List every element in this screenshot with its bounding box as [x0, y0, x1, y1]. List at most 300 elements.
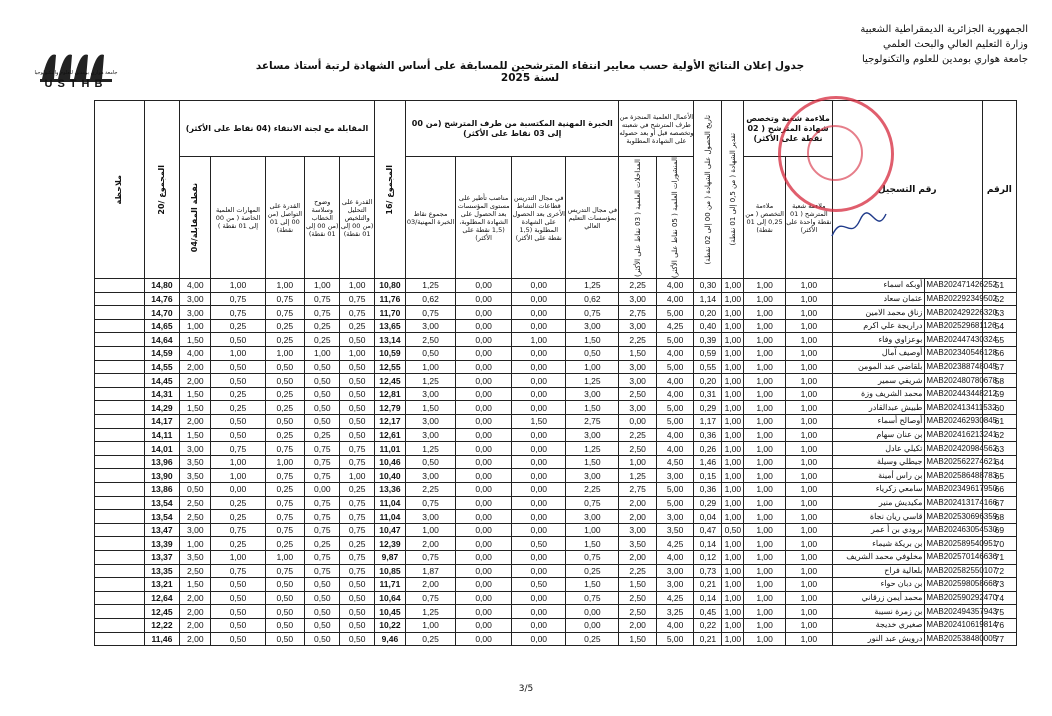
publications-score: 5,00 [656, 360, 693, 374]
int-analysis-score: 0,50 [340, 428, 374, 442]
col-fit-branch: ملاءمة شعبة المترشح ( 01 نقطة واحدة على الأكثر) [785, 157, 832, 279]
note-cell [94, 469, 144, 483]
grade-score: 1,00 [722, 618, 744, 632]
communications-score: 2,75 [619, 306, 656, 320]
total-score: 14,65 [144, 319, 179, 333]
registration-number: MAB202562274621 [925, 455, 982, 469]
subtotal-score: 12,45 [374, 374, 405, 388]
int-skills-score: 0,50 [211, 360, 265, 374]
int-total-score: 2,00 [180, 605, 211, 619]
publications-score: 5,00 [656, 306, 693, 320]
int-communication-score: 0,75 [265, 469, 305, 483]
date-score: 0,20 [694, 306, 722, 320]
candidate-name: صغيري خديجة [832, 618, 925, 632]
int-communication-score: 0,75 [265, 564, 305, 578]
total-score: 14,11 [144, 428, 179, 442]
int-clarity-score: 0,75 [305, 455, 340, 469]
note-cell [94, 442, 144, 456]
date-score: 0,21 [694, 578, 722, 592]
int-skills-score: 0,50 [211, 632, 265, 646]
row-number: 51 [982, 279, 1016, 293]
date-score: 0,30 [694, 279, 722, 293]
fit-specialty-score: 1,00 [744, 279, 786, 293]
exp-positions-score: 0,00 [456, 374, 512, 388]
fit-branch-score: 1,00 [785, 578, 832, 592]
communications-score: 2,00 [619, 496, 656, 510]
total-score: 13,54 [144, 496, 179, 510]
subtotal-score: 13,14 [374, 333, 405, 347]
grade-score: 1,00 [722, 428, 744, 442]
subtotal-score: 11,04 [374, 496, 405, 510]
exp-total-score: 0,25 [406, 632, 456, 646]
exp-higher-score: 0,25 [566, 564, 619, 578]
int-analysis-score: 0,75 [340, 510, 374, 524]
date-score: 1,17 [694, 415, 722, 429]
fit-specialty-score: 1,00 [744, 319, 786, 333]
fit-specialty-score: 1,00 [744, 360, 786, 374]
fit-specialty-score: 1,00 [744, 591, 786, 605]
exp-sectors-score: 0,00 [512, 401, 566, 415]
registration-number: MAB202292349502 [925, 292, 982, 306]
total-score: 14,17 [144, 415, 179, 429]
int-analysis-score: 1,00 [340, 347, 374, 361]
int-clarity-score: 0,75 [305, 510, 340, 524]
note-cell [94, 347, 144, 361]
int-communication-score: 0,50 [265, 415, 305, 429]
registration-number: MAB202410619814 [925, 618, 982, 632]
int-skills-score: 1,00 [211, 550, 265, 564]
fit-branch-score: 1,00 [785, 483, 832, 497]
communications-score: 0,00 [619, 415, 656, 429]
exp-higher-score: 3,00 [566, 469, 619, 483]
subtotal-score: 11,71 [374, 578, 405, 592]
communications-score: 3,00 [619, 360, 656, 374]
int-analysis-score: 0,75 [340, 496, 374, 510]
col-exp-total: مجموع نقاط الخبرة المهنية/03 [406, 157, 456, 279]
int-total-score: 1,50 [180, 578, 211, 592]
date-score: 0,14 [694, 591, 722, 605]
candidate-name: أوبكه اسماء [832, 279, 925, 293]
row-number: 72 [982, 564, 1016, 578]
fit-specialty-score: 1,00 [744, 387, 786, 401]
table-row [40, 523, 1017, 537]
subtotal-score: 11,70 [374, 306, 405, 320]
row-number: 53 [982, 306, 1016, 320]
exp-higher-score: 1,25 [566, 279, 619, 293]
publications-score: 4,00 [656, 387, 693, 401]
exp-sectors-score: 0,00 [512, 550, 566, 564]
int-clarity-score: 0,75 [305, 564, 340, 578]
table-row [40, 415, 1017, 429]
row-number: 67 [982, 496, 1016, 510]
exp-sectors-score: 0,00 [512, 469, 566, 483]
publications-score: 5,00 [656, 415, 693, 429]
exp-total-score: 1,50 [406, 401, 456, 415]
grade-score: 1,00 [722, 292, 744, 306]
total-score: 11,46 [144, 632, 179, 646]
int-analysis-score: 0,50 [340, 591, 374, 605]
exp-higher-score: 1,25 [566, 374, 619, 388]
fit-specialty-score: 1,00 [744, 415, 786, 429]
exp-higher-score: 3,00 [566, 428, 619, 442]
row-number: 74 [982, 591, 1016, 605]
registration-number: MAB202582550107 [925, 564, 982, 578]
total-score: 13,35 [144, 564, 179, 578]
subtotal-score: 10,47 [374, 523, 405, 537]
col-grade-label: تقدير الشهادة ( من 0,5 إلى 01 نقطة) [728, 133, 737, 246]
col-date [694, 101, 722, 279]
int-analysis-score: 0,75 [340, 550, 374, 564]
exp-higher-score: 1,50 [566, 578, 619, 592]
note-cell [94, 523, 144, 537]
page-title: جدول إعلان النتائج الأولية حسب معايير انتقاء المترشحين للمسابقة على أساس الشهادة لرتبة أستاذ مساعد لسنة 2025 [255, 60, 805, 84]
int-communication-score: 0,75 [265, 306, 305, 320]
candidate-name: بوعزاوي وفاء [832, 333, 925, 347]
int-total-score: 3,00 [180, 523, 211, 537]
fit-specialty-score: 1,00 [744, 483, 786, 497]
int-analysis-score: 0,50 [340, 401, 374, 415]
total-score: 14,45 [144, 374, 179, 388]
fit-specialty-score: 1,00 [744, 605, 786, 619]
exp-sectors-score: 0,00 [512, 496, 566, 510]
exp-positions-score: 0,00 [456, 333, 512, 347]
date-score: 0,47 [694, 523, 722, 537]
communications-score: 2,50 [619, 591, 656, 605]
header-ministry: وزارة التعليم العالي والبحث العلمي [883, 39, 1028, 50]
int-clarity-score: 0,75 [305, 469, 340, 483]
exp-higher-score: 1,25 [566, 442, 619, 456]
exp-higher-score: 0,00 [566, 618, 619, 632]
publications-score: 4,00 [656, 442, 693, 456]
subtotal-score: 11,01 [374, 442, 405, 456]
date-score: 0,29 [694, 496, 722, 510]
int-skills-score: 0,75 [211, 292, 265, 306]
grade-score: 1,00 [722, 591, 744, 605]
exp-positions-score: 0,00 [456, 428, 512, 442]
subtotal-score: 10,80 [374, 279, 405, 293]
fit-branch-score: 1,00 [785, 401, 832, 415]
date-score: 0,55 [694, 360, 722, 374]
publications-score: 5,00 [656, 333, 693, 347]
int-analysis-score: 0,50 [340, 387, 374, 401]
date-score: 0,15 [694, 469, 722, 483]
int-clarity-score: 0,25 [305, 537, 340, 551]
int-analysis-score: 1,00 [340, 279, 374, 293]
candidate-name: بن دبان حواء [832, 578, 925, 592]
exp-positions-score: 0,00 [456, 591, 512, 605]
exp-total-score: 1,25 [406, 605, 456, 619]
int-skills-score: 0,75 [211, 306, 265, 320]
col-exp-sectors: في مجال التدريس قطاعات النشاط الأخرى بعد الحصول على الشهادة المطلوبة (1,5 نقطة على الأكثر) [512, 157, 566, 279]
table-row [40, 428, 1017, 442]
exp-positions-score: 0,00 [456, 496, 512, 510]
registration-number: MAB202471426252 [925, 279, 982, 293]
communications-score: 2,25 [619, 279, 656, 293]
int-communication-score: 1,00 [265, 550, 305, 564]
fit-branch-score: 1,00 [785, 564, 832, 578]
total-score: 14,29 [144, 401, 179, 415]
exp-total-score: 3,00 [406, 387, 456, 401]
publications-score: 4,00 [656, 550, 693, 564]
communications-score: 2,75 [619, 483, 656, 497]
row-number: 66 [982, 483, 1016, 497]
date-score: 1,46 [694, 455, 722, 469]
exp-sectors-score: 0,00 [512, 428, 566, 442]
exp-higher-score: 0,00 [566, 605, 619, 619]
subtotal-score: 12,61 [374, 428, 405, 442]
publications-score: 5,00 [656, 483, 693, 497]
total-score: 13,86 [144, 483, 179, 497]
subtotal-score: 10,46 [374, 455, 405, 469]
table-row [40, 605, 1017, 619]
note-cell [94, 496, 144, 510]
exp-positions-score: 0,00 [456, 347, 512, 361]
registration-number: MAB202388748045 [925, 360, 982, 374]
int-communication-score: 0,25 [265, 319, 305, 333]
subtotal-score: 10,85 [374, 564, 405, 578]
int-skills-score: 0,50 [211, 374, 265, 388]
row-number: 54 [982, 319, 1016, 333]
row-number: 68 [982, 510, 1016, 524]
int-analysis-score: 0,75 [340, 564, 374, 578]
int-total-score: 3,00 [180, 292, 211, 306]
int-communication-score: 0,50 [265, 618, 305, 632]
exp-total-score: 0,50 [406, 347, 456, 361]
col-registration: رقم التسجيل [832, 101, 982, 279]
communications-score: 3,00 [619, 523, 656, 537]
col-int-communication: القدرة على التواصل (من 00 إلى 01 نقطة) [265, 157, 305, 279]
exp-positions-score: 0,00 [456, 387, 512, 401]
exp-sectors-score: 0,00 [512, 564, 566, 578]
publications-score: 5,00 [656, 632, 693, 646]
communications-score: 3,00 [619, 401, 656, 415]
exp-positions-score: 0,00 [456, 319, 512, 333]
int-clarity-score: 0,75 [305, 442, 340, 456]
col-int-total-label: نقطة المقابلة/04 [190, 182, 200, 253]
date-score: 0,36 [694, 483, 722, 497]
col-note-label: ملاحظة [114, 174, 124, 205]
publications-score: 4,00 [656, 279, 693, 293]
int-clarity-score: 0,50 [305, 360, 340, 374]
exp-total-score: 1,00 [406, 523, 456, 537]
int-total-score: 1,50 [180, 401, 211, 415]
col-int-clarity: وضوح وسلاسة الخطاب (من 00 إلى 01 نقطة) [305, 157, 340, 279]
exp-sectors-score: 0,00 [512, 591, 566, 605]
int-communication-score: 0,25 [265, 428, 305, 442]
publications-score: 4,00 [656, 428, 693, 442]
int-clarity-score: 1,00 [305, 279, 340, 293]
grade-score: 1,00 [722, 605, 744, 619]
fit-branch-score: 1,00 [785, 279, 832, 293]
note-cell [94, 387, 144, 401]
fit-specialty-score: 1,00 [744, 292, 786, 306]
col-exp-positions: مناصب تأطير على مستوى المؤسسات بعد الحصول على الشهادة المطلوبة، (1,5 نقطة على الأكثر) [456, 157, 512, 279]
subtotal-score: 11,76 [374, 292, 405, 306]
fit-specialty-score: 1,00 [744, 347, 786, 361]
int-total-score: 3,50 [180, 550, 211, 564]
int-skills-score: 0,25 [211, 387, 265, 401]
publications-score: 4,00 [656, 347, 693, 361]
fit-branch-score: 1,00 [785, 496, 832, 510]
int-communication-score: 0,50 [265, 578, 305, 592]
grade-score: 1,00 [722, 442, 744, 456]
exp-sectors-score: 0,00 [512, 455, 566, 469]
fit-branch-score: 1,00 [785, 319, 832, 333]
communications-score: 2,00 [619, 618, 656, 632]
note-cell [94, 550, 144, 564]
publications-score: 3,00 [656, 510, 693, 524]
grade-score: 1,00 [722, 496, 744, 510]
fit-branch-score: 1,00 [785, 455, 832, 469]
exp-higher-score: 0,75 [566, 591, 619, 605]
total-score: 14,64 [144, 333, 179, 347]
int-skills-score: 0,50 [211, 578, 265, 592]
registration-number: MAB202570146636 [925, 550, 982, 564]
table-row [40, 360, 1017, 374]
int-total-score: 4,00 [180, 347, 211, 361]
row-number: 75 [982, 605, 1016, 619]
int-analysis-score: 0,50 [340, 578, 374, 592]
candidate-name: درويش عبد النور [832, 632, 925, 646]
registration-number: MAB202413174166 [925, 496, 982, 510]
publications-score: 5,00 [656, 401, 693, 415]
communications-score: 2,50 [619, 605, 656, 619]
note-cell [94, 605, 144, 619]
int-total-score: 1,50 [180, 333, 211, 347]
total-score: 13,39 [144, 537, 179, 551]
publications-score: 4,25 [656, 591, 693, 605]
int-skills-score: 0,50 [211, 591, 265, 605]
int-skills-score: 0,75 [211, 442, 265, 456]
communications-score: 2,00 [619, 550, 656, 564]
candidate-name: قاسي ريان نجاة [832, 510, 925, 524]
total-score: 13,21 [144, 578, 179, 592]
date-score: 0,21 [694, 632, 722, 646]
int-clarity-score: 0,50 [305, 618, 340, 632]
exp-positions-score: 0,00 [456, 578, 512, 592]
candidate-name: محمد أيمن زرقاني [832, 591, 925, 605]
table-row [40, 632, 1017, 646]
exp-sectors-score: 0,00 [512, 279, 566, 293]
row-number: 62 [982, 428, 1016, 442]
int-clarity-score: 0,50 [305, 632, 340, 646]
communications-score: 3,00 [619, 374, 656, 388]
exp-total-score: 3,00 [406, 510, 456, 524]
candidate-name: عثمان سعاد [832, 292, 925, 306]
row-number: 76 [982, 618, 1016, 632]
grade-score: 1,00 [722, 415, 744, 429]
col-subtotal [374, 101, 405, 279]
fit-branch-score: 1,00 [785, 469, 832, 483]
exp-sectors-score: 0,00 [512, 347, 566, 361]
subtotal-score: 10,59 [374, 347, 405, 361]
exp-sectors-score: 0,00 [512, 319, 566, 333]
exp-higher-score: 1,50 [566, 333, 619, 347]
candidate-name: مكيديش منير [832, 496, 925, 510]
note-cell [94, 374, 144, 388]
candidate-name: دراريجة علي اكرم [832, 319, 925, 333]
fit-specialty-score: 1,00 [744, 578, 786, 592]
row-number: 56 [982, 347, 1016, 361]
note-cell [94, 578, 144, 592]
exp-sectors-score: 0,00 [512, 360, 566, 374]
int-analysis-score: 1,00 [340, 469, 374, 483]
exp-sectors-score: 0,00 [512, 387, 566, 401]
grade-score: 0,50 [722, 523, 744, 537]
col-communications [619, 157, 656, 279]
int-analysis-score: 0,50 [340, 360, 374, 374]
int-skills-score: 0,00 [211, 483, 265, 497]
date-score: 0,39 [694, 333, 722, 347]
note-cell [94, 292, 144, 306]
total-score: 12,45 [144, 605, 179, 619]
exp-higher-score: 1,50 [566, 455, 619, 469]
fit-branch-score: 1,00 [785, 605, 832, 619]
total-score: 14,59 [144, 347, 179, 361]
fit-specialty-score: 1,00 [744, 333, 786, 347]
table-row [40, 591, 1017, 605]
subtotal-score: 9,46 [374, 632, 405, 646]
fit-branch-score: 1,00 [785, 333, 832, 347]
exp-sectors-score: 1,50 [512, 415, 566, 429]
int-skills-score: 1,00 [211, 455, 265, 469]
grade-score: 1,00 [722, 537, 744, 551]
communications-score: 3,00 [619, 292, 656, 306]
exp-higher-score: 0,75 [566, 550, 619, 564]
registration-number: MAB202443448212 [925, 387, 982, 401]
total-score: 13,96 [144, 455, 179, 469]
row-number: 65 [982, 469, 1016, 483]
communications-score: 2,25 [619, 564, 656, 578]
date-score: 0,20 [694, 374, 722, 388]
communications-score: 1,50 [619, 578, 656, 592]
int-skills-score: 0,50 [211, 428, 265, 442]
exp-total-score: 2,50 [406, 333, 456, 347]
grade-score: 1,00 [722, 347, 744, 361]
table-row [40, 279, 1017, 293]
grade-score: 1,00 [722, 578, 744, 592]
table-row [40, 306, 1017, 320]
fit-specialty-score: 1,00 [744, 374, 786, 388]
publications-score: 4,00 [656, 618, 693, 632]
registration-number: MAB202480780678 [925, 374, 982, 388]
exp-sectors-score: 0,00 [512, 442, 566, 456]
int-total-score: 2,50 [180, 496, 211, 510]
int-skills-score: 0,25 [211, 496, 265, 510]
date-score: 0,40 [694, 319, 722, 333]
exp-sectors-score: 0,00 [512, 618, 566, 632]
int-total-score: 2,00 [180, 415, 211, 429]
communications-score: 3,00 [619, 319, 656, 333]
col-int-skills: المهارات العلمية الخاصة ( من 00 إلى 01 نقطة ) [211, 157, 265, 279]
total-score: 13,54 [144, 510, 179, 524]
note-cell [94, 455, 144, 469]
col-publications [656, 157, 693, 279]
int-clarity-score: 0,00 [305, 483, 340, 497]
table-row [40, 537, 1017, 551]
note-cell [94, 306, 144, 320]
registration-number: MAB202447430324 [925, 333, 982, 347]
candidate-name: جيطلي وسيلة [832, 455, 925, 469]
int-skills-score: 1,00 [211, 347, 265, 361]
fit-specialty-score: 1,00 [744, 550, 786, 564]
int-clarity-score: 0,50 [305, 415, 340, 429]
fit-specialty-score: 1,00 [744, 428, 786, 442]
exp-positions-score: 0,00 [456, 564, 512, 578]
communications-score: 1,25 [619, 469, 656, 483]
exp-total-score: 0,50 [406, 455, 456, 469]
exp-higher-score: 3,00 [566, 510, 619, 524]
